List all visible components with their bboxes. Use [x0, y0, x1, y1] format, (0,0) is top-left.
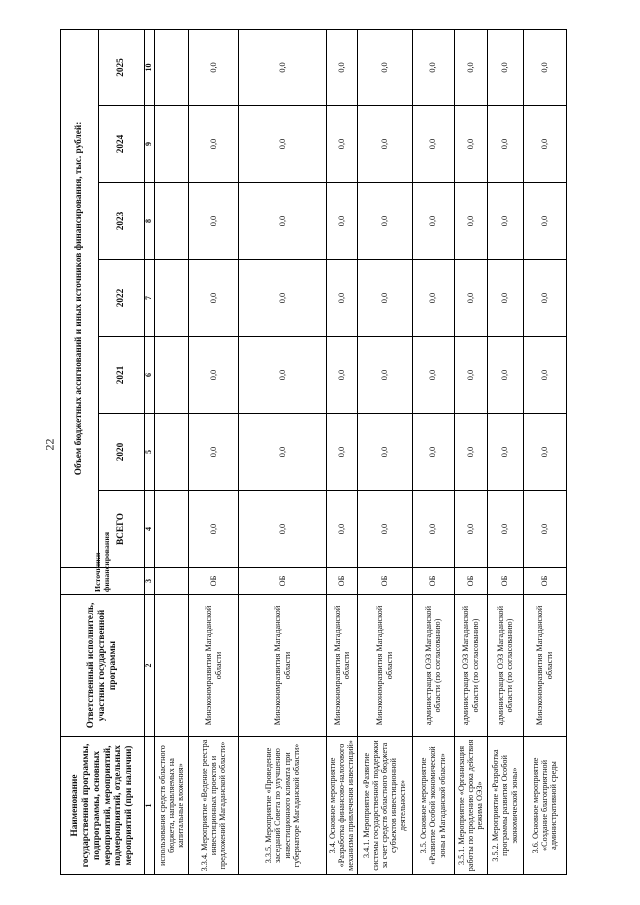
header-year-2024: 2024 — [99, 106, 145, 183]
table-row — [487, 29, 523, 874]
table-row — [239, 29, 327, 874]
row-value: 0,0 — [239, 106, 327, 183]
header-year-2022: 2022 — [99, 260, 145, 337]
header-name: Наименование государственной программы, подпрограммы, основных мероприятий, мероприятий, подмероприятий, отдельных мероприятий (при наличии) — [61, 737, 145, 875]
row-value: 0,0 — [189, 29, 239, 105]
row-value: 0,0 — [523, 260, 566, 337]
column-number: 6 — [145, 337, 155, 414]
row-value: 0,0 — [327, 491, 358, 568]
row-value: 0,0 — [327, 337, 358, 414]
row-value: 0,0 — [189, 183, 239, 260]
row-source: ОБ — [412, 568, 454, 595]
column-number: 10 — [145, 29, 155, 105]
row-executor: Минэкономразвития Магаданской области — [523, 595, 566, 737]
row-value: 0,0 — [523, 491, 566, 568]
row-value: 0,0 — [239, 260, 327, 337]
header-year-2021: 2021 — [99, 337, 145, 414]
funding-table — [60, 29, 567, 875]
row-value: 0,0 — [412, 183, 454, 260]
row-value — [155, 183, 189, 260]
column-number: 7 — [145, 260, 155, 337]
row-value — [155, 260, 189, 337]
header-funding-group: Объем бюджетных ассигнований и иных источников финансирования, тыс. рублей: — [61, 29, 99, 567]
row-executor: администрация ОЭЗ Магаданской области (по согласованию) — [487, 595, 523, 737]
header-source: Источники финансирования — [61, 568, 145, 595]
row-value — [155, 337, 189, 414]
row-executor: Минэкономразвития Магаданской области — [357, 595, 412, 737]
row-source: ОБ — [454, 568, 487, 595]
row-executor: Минэкономразвития Магаданской области — [239, 595, 327, 737]
row-value: 0,0 — [523, 414, 566, 491]
row-value: 0,0 — [357, 491, 412, 568]
row-value: 0,0 — [454, 29, 487, 105]
row-executor: администрация ОЭЗ Магаданской области (по согласованию) — [412, 595, 454, 737]
row-value: 0,0 — [454, 260, 487, 337]
row-source: ОБ — [357, 568, 412, 595]
row-name: использования средств областного бюджета, направляемых на капитальные вложения» — [155, 737, 189, 875]
row-executor: администрация ОЭЗ Магаданской области (по согласованию) — [454, 595, 487, 737]
row-value: 0,0 — [357, 260, 412, 337]
row-value: 0,0 — [327, 260, 358, 337]
header-year-2020: 2020 — [99, 414, 145, 491]
row-value: 0,0 — [412, 491, 454, 568]
row-value: 0,0 — [487, 260, 523, 337]
column-number: 2 — [145, 595, 155, 737]
row-value: 0,0 — [487, 491, 523, 568]
row-executor: Минэкономразвития Магаданской области — [327, 595, 358, 737]
row-source: ОБ — [239, 568, 327, 595]
row-value — [155, 491, 189, 568]
row-value: 0,0 — [412, 29, 454, 105]
row-value: 0,0 — [454, 337, 487, 414]
row-value: 0,0 — [239, 29, 327, 105]
table-row — [412, 29, 454, 874]
row-value: 0,0 — [357, 414, 412, 491]
table-rotated-container — [60, 30, 565, 875]
column-number: 9 — [145, 106, 155, 183]
row-value: 0,0 — [454, 183, 487, 260]
row-value: 0,0 — [189, 414, 239, 491]
row-value: 0,0 — [239, 337, 327, 414]
row-name: 3.3.4. Мероприятие «Ведение реестра инвестиционных проектов и предложений Магаданской области» — [189, 737, 239, 875]
row-value: 0,0 — [189, 491, 239, 568]
row-value — [155, 29, 189, 105]
header-year-total: ВСЕГО — [99, 491, 145, 568]
row-value: 0,0 — [454, 106, 487, 183]
row-name: 3.5.1. Мероприятие «Организация работы по продлению срока действия режима ОЭЗ» — [454, 737, 487, 875]
column-number: 8 — [145, 183, 155, 260]
table-row — [454, 29, 487, 874]
row-value: 0,0 — [412, 106, 454, 183]
row-value: 0,0 — [357, 183, 412, 260]
row-value: 0,0 — [523, 183, 566, 260]
column-number: 4 — [145, 491, 155, 568]
row-source: ОБ — [523, 568, 566, 595]
header-executor: Ответственный исполнитель, участник государственной программы — [61, 595, 145, 737]
table-row — [357, 29, 412, 874]
row-value: 0,0 — [239, 491, 327, 568]
row-value: 0,0 — [487, 29, 523, 105]
row-value — [155, 106, 189, 183]
table-row — [189, 29, 239, 874]
header-year-2025: 2025 — [99, 29, 145, 105]
row-value: 0,0 — [523, 106, 566, 183]
row-source: ОБ — [487, 568, 523, 595]
row-value: 0,0 — [189, 106, 239, 183]
column-number-row — [145, 29, 155, 874]
row-name: 3.5.2. Мероприятие «Разработка программы развития Особой экономической зоны» — [487, 737, 523, 875]
row-name: 3.4. Основное мероприятие «Разработка финансово-налогового механизма привлечения инвестиций» — [327, 737, 358, 875]
row-value: 0,0 — [487, 106, 523, 183]
row-value: 0,0 — [412, 337, 454, 414]
column-number: 1 — [145, 737, 155, 875]
row-executor — [155, 595, 189, 737]
column-number: 3 — [145, 568, 155, 595]
row-value: 0,0 — [357, 337, 412, 414]
row-name: 3.6. Основное мероприятие «Создание благоприятной административной среды — [523, 737, 566, 875]
header-year-2023: 2023 — [99, 183, 145, 260]
column-number: 5 — [145, 414, 155, 491]
table-row — [327, 29, 358, 874]
row-value: 0,0 — [357, 106, 412, 183]
row-value: 0,0 — [327, 183, 358, 260]
row-value: 0,0 — [327, 414, 358, 491]
row-value: 0,0 — [454, 414, 487, 491]
row-value: 0,0 — [189, 260, 239, 337]
row-value: 0,0 — [454, 491, 487, 568]
row-value: 0,0 — [487, 337, 523, 414]
page-number: 22 — [42, 438, 57, 451]
row-source — [155, 568, 189, 595]
row-value: 0,0 — [189, 337, 239, 414]
row-value: 0,0 — [239, 183, 327, 260]
row-source: ОБ — [189, 568, 239, 595]
row-value: 0,0 — [523, 29, 566, 105]
row-executor: Минэкономразвития Магаданской области — [189, 595, 239, 737]
table-row — [523, 29, 566, 874]
row-name: 3.3.5. Мероприятие «Проведение заседаний Совета по улучшению инвестиционного климата при губернаторе Магаданской области» — [239, 737, 327, 875]
row-value — [155, 414, 189, 491]
row-value: 0,0 — [487, 414, 523, 491]
row-name: 3.4.1. Мероприятие «Развитие системы государственной поддержки за счет средств областного бюджета субъектов инвестиционной деятельности» — [357, 737, 412, 875]
row-value: 0,0 — [523, 337, 566, 414]
row-value: 0,0 — [357, 29, 412, 105]
row-value: 0,0 — [239, 414, 327, 491]
row-source: ОБ — [327, 568, 358, 595]
row-value: 0,0 — [412, 414, 454, 491]
row-name: 3.5. Основное мероприятие «Развитие Особой экономической зоны в Магаданской области» — [412, 737, 454, 875]
row-value: 0,0 — [412, 260, 454, 337]
row-value: 0,0 — [327, 106, 358, 183]
row-value: 0,0 — [327, 29, 358, 105]
table-row — [155, 29, 189, 874]
row-value: 0,0 — [487, 183, 523, 260]
